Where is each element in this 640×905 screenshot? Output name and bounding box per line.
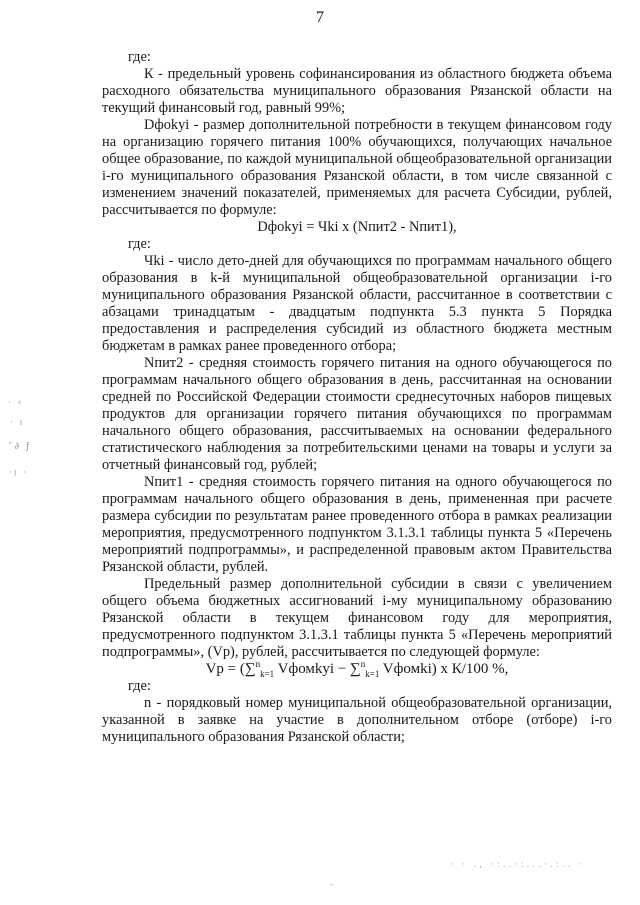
where-label: где: <box>128 678 151 694</box>
paragraph-limit-subsidy: Предельный размер дополнительной субсидии в связи с увеличением общего объема бюджетных ассигнований i-му муниципальному образованию Рязанской области в текущем финансовом году для мероприятия, предусмотренного подпунктом 3.1.3.1 таблицы пункта 5 «Перечень мероприятий подпрограммы», (Vp), рублей, рассчитывается по следующей формуле: <box>102 576 612 660</box>
formula-vp-term2: Vфомki) x К/100 %, <box>379 661 509 677</box>
sum-lower-limit: k=1 <box>365 669 380 679</box>
definition-dfokyi: Dфokyi - размер дополнительной потребности в текущем финансовом году на организацию горячего питания 100% обучающихся, получающих начальное общее образование, по каждой муниципальной общеобразовательной организации i-го муниципального образования Рязанской области, в том числе связанной с изменением значений показателей, применяемых для расчета Субсидии, рублей, рассчитывается по формуле: <box>102 117 612 218</box>
where-label: где: <box>128 49 151 65</box>
scan-artifact: - <box>330 880 336 890</box>
formula-vp-term1: Vфомkyi − <box>274 661 351 677</box>
definition-npit1: Nпит1 - средняя стоимость горячего питания на одного обучающегося по программам начального общего образования в день, примененная при расчете размера субсидии по результатам ранее проведенного отбора в рамках реализации мероприятия, предусмотренного подпунктом 3.1.3.1 таблицы пункта 5 «Перечень мероприятий подпрограммы», и распределенной правовым актом Правительства Рязанской области, рублей. <box>102 474 612 575</box>
definition-n: n - порядковый номер муниципальной общеобразовательной организации, указанной в заявке на участие в дополнительном отборе (отборе) i-го муниципального образования Рязанской области; <box>102 695 612 745</box>
scan-artifact: · · ., ·:..·:...·.:.. · <box>450 860 586 870</box>
scan-artifact: · ‹ <box>8 398 24 408</box>
sum-upper-limit: n <box>255 659 261 669</box>
scan-artifact: ·ı̣ · <box>9 468 29 478</box>
document-body <box>102 49 612 746</box>
formula-vp <box>102 661 612 678</box>
definition-npit2: Nпит2 - средняя стоимость горячего питания на одного обучающегося по программам начального общего образования в день, рассчитанная на основании средней по Российской Федерации стоимости среднесуточных наборов пищевых продуктов для организации горячего питания обучающихся по программам начального общего образования, рассчитываемых на основании федерального статистического наблюдения за потребительскими ценами на товары и услуги за отчетный финансовый год, рублей; <box>102 355 612 473</box>
sum-sign: ∑ <box>350 661 361 677</box>
formula-dfokyi: Dфokyi = Чki x (Nпит2 - Nпит1), <box>257 219 457 235</box>
scan-artifact: ˇ∂ ƒ <box>8 442 32 452</box>
formula-vp-lhs: Vp = ( <box>205 661 245 677</box>
sum-upper-limit: n <box>360 659 366 669</box>
page-number: 7 <box>316 9 324 26</box>
where-label: где: <box>128 236 151 252</box>
sum-lower-limit: k=1 <box>260 669 275 679</box>
definition-k: К - предельный уровень софинансирования из областного бюджета объема расходного обязательства муниципального образования Рязанской области на текущий финансовый год, равный 99%; <box>102 66 612 116</box>
scan-artifact: · ı <box>10 418 25 428</box>
sum-sign: ∑ <box>244 661 256 677</box>
definition-chki: Чki - число дето-дней для обучающихся по программам начального общего образования в k-й муниципальной общеобразовательной организации i-го муниципального образования Рязанской области, рассчитанное в соответствии с абзацами тринадцатым - двадцатым подпункта 5.3 пункта 5 Порядка предоставления и распределения субсидий из областного бюджета местным бюджетам в рамках ранее проведенного отбора; <box>102 253 612 354</box>
